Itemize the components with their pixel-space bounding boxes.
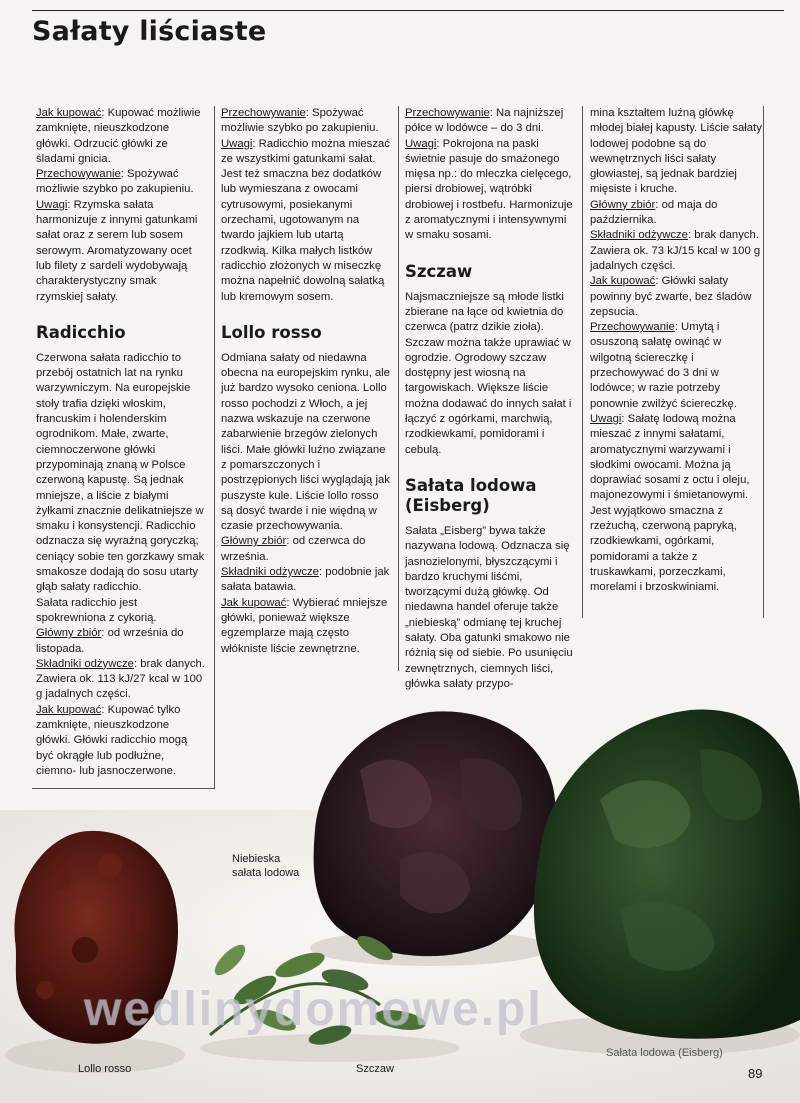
paragraph [590, 198, 762, 229]
paragraph: Odmiana sałaty od niedawna obecna na europejskim rynku, ale już bardzo wysoko ceniona. Lollo rosso pochodzi z Włoch, a jej nazwa wskazuje na czerwone zabarwienie brzegów zielonych liści. Małe główki luźno związane z pomarszczonych i postrzępionych liści wyglądają jak puszyste kule. Liście lollo rosso są dosyć twarde i nie więdną w czasie przechowywania. [221, 351, 390, 533]
text: : brak danych. [687, 229, 759, 242]
label: Uwagi [221, 137, 253, 150]
watermark: wedlinydomowe.pl [84, 983, 543, 1036]
text: : Radicchio można mieszać ze wszystkimi gatunkami sałat. Jest też smaczna bez dodatków lub wymieszana z owocami cytrusowymi, posiekanymi orzechami, ugotowanym na twardo jajkiem lub utartą rzodkwią. Kilka małych listków radicchio złożonych w miseczkę można napełnić dowolną sałatką lub kremowym sosem. [221, 137, 390, 303]
label: Jak kupować [221, 596, 287, 609]
text: : od czerwca do września. [221, 535, 366, 563]
paragraph [36, 167, 206, 198]
paragraph: Czerwona sałata radicchio to przebój ostatnich lat na rynku warzywniczym. Na europejskie stoły trafia dzięki włoskim, francuskim i holenderskim ogrodnikom. Małe, zwarte, ciemnoczerwone główki przypominają znaną w Polsce czerwoną kapustę. Są jednak mniejsze, a liście z białymi żyłkami znacznie delikatniejsze w smaku i konsystencji. Radicchio odznacza się wyraźną goryczką; ceniący sobie ten gorzkawy smak smakosze dodają do sosu utarty głąb sałaty radicchio. [36, 351, 205, 594]
text: : Pokrojona na paski świetnie pasuje do smażonego mięsa np.: do mleczka cielęcego, piersi drobiowej, wątróbki drobiowej i rostbefu. Harmonizuje z aromatycznymi i intensywnymi w smaku sosami. [405, 137, 573, 242]
column-divider [214, 106, 215, 788]
page-number: 89 [748, 1066, 763, 1081]
paragraph [36, 106, 206, 167]
salata-lodowa-heading [405, 476, 575, 516]
caption-line: Niebieska [232, 853, 281, 865]
text: : podobnie jak sałata batawia. [221, 566, 390, 594]
text: : Wybierać mniejsze główki, ponieważ większe egzemplarze mają często włókniste liście zewnętrzne. [221, 596, 388, 655]
text: : Spożywać możliwie szybko po zakupieniu. [36, 168, 194, 196]
column-divider [398, 106, 399, 671]
paragraph [36, 657, 206, 672]
caption-eisberg: Sałata lodowa (Eisberg) [606, 1047, 723, 1059]
heading-line: (Eisberg) [405, 495, 490, 515]
column-2 [221, 106, 391, 657]
caption-szczaw: Szczaw [356, 1063, 394, 1075]
label: Główny zbiór [36, 627, 102, 640]
radicchio-heading: Radicchio [36, 322, 126, 342]
paragraph [405, 137, 575, 244]
label: Przechowywanie [405, 107, 490, 119]
paragraph [221, 565, 391, 596]
label: Przechowywanie [221, 107, 306, 119]
text: : od września do listopada. [36, 627, 184, 655]
text: : brak danych. [133, 657, 205, 670]
text: : Główki sałaty powinny być zwarte, bez śladów zepsucia. [590, 275, 752, 318]
paragraph [36, 703, 206, 779]
paragraph [221, 534, 391, 565]
label: Główny zbiór [590, 198, 656, 211]
paragraph [590, 274, 762, 320]
label: Przechowywanie [36, 168, 121, 181]
label: Jak kupować [36, 107, 102, 119]
label: Jak kupować [590, 275, 656, 288]
paragraph [590, 320, 762, 412]
column-1 [36, 106, 206, 788]
label: Jak kupować [36, 703, 102, 716]
caption-niebieska-salata [232, 852, 342, 880]
label: Uwagi [36, 198, 68, 211]
paragraph [221, 137, 391, 305]
column-divider [582, 106, 583, 618]
paragraph: Zawiera ok. 113 kJ/27 kcal w 100 g jadalnych części. [36, 673, 203, 701]
column-bottom-rule [32, 788, 215, 789]
page-title: Sałaty liściaste [32, 16, 267, 47]
lollo-rosso-heading: Lollo rosso [221, 322, 322, 342]
text: : Sałatę lodową można mieszać z innymi sałatami, aromatycznymi warzywami i słodkimi owocami. Można ją doprawiać sosami z octu i oleju, majonezowymi i śmietanowymi. Jest wyjątkowo smaczna z rzeżuchą, czerwoną papryką, rzodkiewkami, ogórkami, pomidorami a także z truskawkami, porzeczkami, morelami i brzoskwiniami. [590, 412, 750, 594]
szczaw-heading: Szczaw [405, 261, 473, 281]
text: : Kupować możliwie zamknięte, nieuszkodzone główki. Odrzucić główki ze śladami gnicia. [36, 107, 201, 165]
column-divider [763, 106, 764, 618]
text: : Kupować tylko zamknięte, nieuszkodzone główki. Główki radicchio mogą być okrągłe lub podłużne, ciemno- lub jasnoczerwone. [36, 703, 188, 777]
text: : Na najniższej półce w lodówce – do 3 dni. [405, 107, 564, 135]
label: Uwagi [405, 137, 437, 150]
paragraph [221, 596, 391, 657]
label: Składniki odżywcze [590, 229, 688, 242]
text: : Rzymska sałata harmonizuje z innymi gatunkami sałat oraz z serem lub sosem serowym. Aromatyzowany ocet lub filety z sardeli wydobywają charakterystyczny smak rzymskiej sałaty. [36, 198, 198, 303]
heading-line: Sałata lodowa [405, 475, 537, 495]
label: Uwagi [590, 412, 622, 425]
paragraph: mina kształtem luźną główkę młodej białej kapusty. Liście sałaty lodowej podobne są do wewnętrznych liści sałaty głowiastej, są jednak bardziej mięsiste i kruche. [590, 107, 762, 196]
text: : Umytą i osuszoną sałatę owinąć w wilgotną ściereczkę i przechowywać do 3 dni w lodówce; w razie potrzeby ponownie zwilżyć ściereczkę. [590, 321, 737, 410]
paragraph [405, 106, 575, 137]
column-3 [405, 106, 575, 692]
paragraph [221, 106, 391, 137]
top-rule [32, 10, 784, 11]
paragraph [590, 228, 762, 243]
text: : od maja do października. [590, 198, 718, 227]
label: Składniki odżywcze [221, 566, 319, 579]
label: Składniki odżywcze [36, 657, 134, 670]
paragraph: Zawiera ok. 73 kJ/15 kcal w 100 g jadalnych części. [590, 244, 761, 272]
paragraph: Sałata „Eisberg” bywa także nazywana lodową. Odznacza się jasnozielonymi, błyszczącymi i bardzo kruchymi liśćmi, tworzącymi dużą główkę. Od niedawna handel oferuje także „niebieską” odmianę tej kruchej sałaty. Oba gatunki smakowo nie różnią się od siebie. Po usunięciu zewnętrznych, ciemnych liści, główka sałaty przypo- [405, 524, 573, 690]
paragraph [36, 626, 206, 657]
paragraph: Najsmaczniejsze są młode listki zbierane na łące od kwietnia do czerwca (patrz dzikie zioła). Szczaw można także uprawiać w ogrodzie. Ogrodowy szczaw dostępny jest wiosną na targowiskach. Większe liście można dodawać do innych sałat i łączyć z ogórkami, marchwią, rzodkiewkami, pomidorami i cebulą. [405, 290, 572, 456]
label: Główny zbiór [221, 535, 287, 548]
caption-line: sałata lodowa [232, 867, 300, 879]
caption-lollo-rosso: Lollo rosso [78, 1063, 132, 1075]
text: : Spożywać możliwie szybko po zakupieniu. [221, 107, 379, 135]
paragraph: Sałata radicchio jest spokrewniona z cykorią. [36, 596, 157, 624]
label: Przechowywanie [590, 321, 675, 334]
paragraph [590, 412, 762, 596]
paragraph [36, 198, 206, 305]
column-4 [590, 106, 762, 596]
